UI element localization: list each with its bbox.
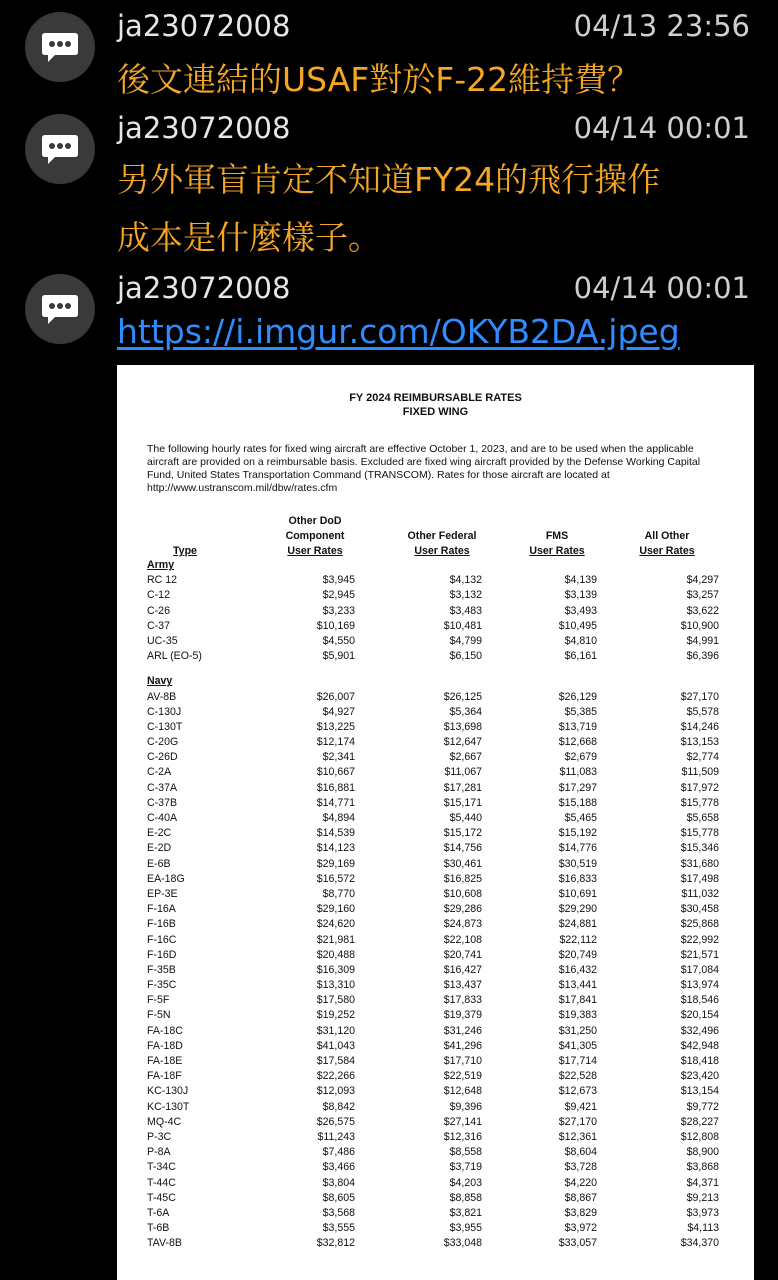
rate-cell: $17,281 (443, 781, 482, 794)
rate-cell: $26,007 (316, 690, 355, 703)
aircraft-type: F-35C (147, 979, 177, 992)
table-row (147, 902, 719, 917)
rate-cell: $13,441 (558, 979, 597, 992)
table-row (147, 690, 719, 705)
rate-cell: $8,858 (449, 1191, 482, 1204)
rate-cell: $20,154 (680, 1009, 719, 1022)
rate-cell: $12,093 (316, 1085, 355, 1098)
table-row (147, 1008, 719, 1023)
rate-cell: $16,432 (558, 963, 597, 976)
rate-cell: $26,575 (316, 1115, 355, 1128)
rate-cell: $10,495 (558, 619, 597, 632)
table-row (147, 1176, 719, 1191)
rate-cell: $25,868 (680, 918, 719, 931)
rate-cell: $11,243 (317, 1130, 355, 1143)
table-row (147, 948, 719, 963)
rate-cell: $2,945 (322, 589, 355, 602)
column-header-all-other: User Rates (639, 545, 695, 557)
rate-cell: $17,084 (680, 963, 719, 976)
rate-cell: $30,519 (558, 857, 597, 870)
avatar[interactable] (25, 114, 95, 184)
rate-cell: $26,129 (558, 690, 597, 703)
rate-cell: $41,296 (443, 1039, 482, 1052)
rate-cell: $18,418 (680, 1055, 719, 1067)
rate-cell: $2,774 (686, 751, 719, 764)
section-heading (147, 674, 719, 689)
rate-cell: $3,868 (686, 1161, 719, 1174)
aircraft-type: F-16C (147, 933, 177, 946)
rate-cell: $16,881 (316, 781, 355, 794)
rate-cell: $42,948 (680, 1039, 719, 1052)
aircraft-type: RC 12 (147, 574, 178, 587)
rate-cell: $10,691 (558, 887, 597, 900)
table-row (147, 781, 719, 796)
rate-cell: $5,578 (686, 705, 719, 718)
rate-cell: $9,396 (449, 1100, 482, 1113)
rate-cell: $3,622 (686, 604, 719, 617)
rate-cell: $16,309 (316, 963, 355, 976)
aircraft-type: FA-18E (147, 1055, 183, 1067)
rate-cell: $5,901 (322, 650, 355, 663)
rate-cell: $2,341 (322, 751, 355, 764)
section-gap (147, 664, 719, 674)
document-subtitle: FIXED WING (402, 406, 469, 418)
rate-cell: $14,776 (558, 842, 597, 855)
rate-cell: $5,658 (686, 812, 719, 824)
aircraft-type: P-8A (147, 1146, 171, 1159)
aircraft-type: EP-3E (147, 887, 178, 900)
timestamp: 04/13 23:56 (573, 9, 750, 43)
rate-cell: $27,170 (680, 690, 719, 703)
rate-cell: $12,174 (316, 736, 355, 749)
rate-cell: $22,528 (558, 1070, 597, 1083)
table-row (147, 750, 719, 765)
table-row (147, 841, 719, 856)
rate-cell: $19,252 (316, 1009, 355, 1022)
rate-cell: $6,396 (686, 650, 719, 663)
aircraft-type: EA-18G (147, 872, 185, 885)
aircraft-type: FA-18F (147, 1070, 182, 1083)
rate-cell: $4,799 (449, 634, 482, 647)
timestamp: 04/14 00:01 (573, 111, 750, 145)
rate-cell: $12,808 (680, 1130, 719, 1143)
aircraft-type: C-26D (147, 751, 178, 764)
rate-cell: $8,558 (449, 1146, 482, 1159)
table-row (147, 1039, 719, 1054)
rate-cell: $3,257 (686, 589, 719, 602)
aircraft-type: AV-8B (147, 690, 177, 703)
rate-cell: $6,161 (564, 650, 597, 663)
rate-cell: $3,466 (322, 1161, 355, 1174)
rate-cell: $3,804 (322, 1176, 355, 1189)
table-row (147, 1084, 719, 1099)
rate-cell: $16,572 (316, 872, 355, 885)
aircraft-type: C-37A (147, 781, 178, 794)
rate-cell: $3,972 (564, 1222, 597, 1235)
rate-cell: $3,555 (322, 1222, 355, 1235)
rate-cell: $16,825 (443, 872, 482, 885)
rate-cell: $19,383 (558, 1009, 597, 1022)
rate-cell: $9,421 (564, 1100, 597, 1113)
rate-cell: $13,719 (558, 720, 597, 733)
table-row (147, 1054, 719, 1069)
rate-cell: $22,108 (443, 933, 482, 946)
rate-cell: $29,169 (316, 857, 355, 870)
rate-cell: $30,461 (443, 857, 482, 870)
rate-cell: $4,132 (449, 574, 482, 587)
rate-cell: $3,493 (564, 604, 597, 617)
rate-cell: $14,246 (680, 720, 719, 733)
aircraft-type: T-44C (147, 1176, 176, 1189)
table-row (147, 1130, 719, 1145)
rate-cell: $4,203 (449, 1176, 482, 1189)
table-row (147, 857, 719, 872)
rate-cell: $17,714 (558, 1055, 597, 1067)
rate-cell: $3,568 (322, 1206, 355, 1219)
comment-text: 另外軍盲肯定不知道FY24的飛行操作 (117, 160, 661, 199)
table-row (147, 872, 719, 887)
table-row (147, 588, 719, 603)
rate-cell: $22,992 (680, 933, 719, 946)
aircraft-type: E-6B (147, 857, 171, 870)
rate-cell: $30,458 (680, 903, 719, 916)
rate-cell: $17,833 (443, 994, 482, 1007)
rate-cell: $23,420 (680, 1070, 719, 1083)
rate-cell: $15,346 (680, 842, 719, 855)
table-row (147, 604, 719, 619)
aircraft-type: TAV-8B (147, 1237, 182, 1250)
rate-cell: $13,698 (443, 720, 482, 733)
rate-cell: $11,509 (681, 766, 719, 779)
rate-cell: $17,498 (680, 872, 719, 885)
rate-cell: $8,605 (322, 1191, 355, 1204)
comment-text: 成本是什麼樣子。 (117, 218, 381, 257)
rate-cell: $4,810 (564, 634, 597, 647)
aircraft-type: ARL (EO-5) (147, 650, 202, 663)
aircraft-type: T-45C (147, 1191, 176, 1204)
rate-cell: $3,139 (564, 589, 597, 602)
rate-cell: $31,120 (316, 1024, 355, 1037)
aircraft-type: KC-130T (147, 1100, 190, 1113)
column-header-fms: User Rates (529, 545, 585, 557)
section-heading (147, 558, 719, 573)
chat-bubble-icon (41, 292, 79, 326)
rate-cell: $13,153 (680, 736, 719, 749)
rate-cell: $22,112 (559, 933, 597, 946)
rate-cell: $24,873 (443, 918, 482, 931)
table-row (147, 1024, 719, 1039)
rate-cell: $9,213 (686, 1191, 719, 1204)
rate-cell: $18,546 (680, 994, 719, 1007)
aircraft-type: KC-130J (147, 1085, 189, 1098)
image-link[interactable]: https://i.imgur.com/OKYB2DA.jpeg (117, 312, 680, 351)
table-row (147, 1160, 719, 1175)
table-row (147, 720, 719, 735)
rate-cell: $4,371 (686, 1176, 719, 1189)
rate-cell: $41,305 (558, 1039, 597, 1052)
column-header-other-federal: User Rates (414, 545, 470, 557)
timestamp: 04/14 00:01 (573, 271, 750, 305)
table-row (147, 619, 719, 634)
rate-cell: $4,113 (687, 1222, 719, 1235)
rate-cell: $10,608 (443, 887, 482, 900)
aircraft-type: C-2A (147, 766, 172, 779)
rate-cell: $8,900 (686, 1146, 719, 1159)
rate-cell: $33,048 (443, 1237, 482, 1250)
rate-cell: $3,973 (686, 1206, 719, 1219)
rate-cell: $20,741 (443, 948, 482, 961)
column-header-type: Type (173, 545, 197, 557)
rate-cell: $20,488 (316, 948, 355, 961)
rate-cell: $16,833 (558, 872, 597, 885)
rate-cell: $8,842 (322, 1100, 355, 1113)
table-row (147, 765, 719, 780)
table-row (147, 735, 719, 750)
table-row (147, 811, 719, 826)
table-row (147, 1206, 719, 1221)
rate-cell: $5,364 (449, 705, 482, 718)
rate-cell: $3,829 (564, 1206, 597, 1219)
rate-cell: $17,841 (558, 994, 597, 1007)
rate-cell: $3,132 (449, 589, 482, 602)
column-header-other-dod: User Rates (287, 545, 343, 557)
rate-cell: $8,604 (564, 1146, 597, 1159)
rate-cell: $22,519 (443, 1070, 482, 1083)
rate-cell: $31,680 (680, 857, 719, 870)
rate-cell: $33,057 (558, 1237, 597, 1250)
comment-text: 後文連結的USAF對於F-22維持費？ (117, 60, 641, 99)
aircraft-type: C-37 (147, 619, 170, 632)
aircraft-type: F-5F (147, 994, 170, 1007)
rate-cell: $13,437 (443, 979, 482, 992)
rate-cell: $5,465 (564, 812, 597, 824)
rate-cell: $6,150 (449, 650, 482, 663)
rate-cell: $4,220 (564, 1176, 597, 1189)
aircraft-type: C-26 (147, 604, 170, 617)
rate-cell: $13,225 (316, 720, 355, 733)
table-row (147, 634, 719, 649)
column-header-top: FMS (545, 530, 569, 542)
rate-cell: $12,673 (558, 1085, 597, 1098)
rate-cell: $4,927 (322, 705, 355, 718)
rate-cell: $17,972 (680, 781, 719, 794)
table-row (147, 1145, 719, 1160)
rate-cell: $31,246 (443, 1024, 482, 1037)
rate-cell: $27,170 (558, 1115, 597, 1128)
rate-cell: $32,812 (316, 1237, 355, 1250)
rate-cell: $15,188 (558, 796, 597, 809)
username[interactable]: ja23072008 (117, 271, 291, 305)
table-row (147, 933, 719, 948)
aircraft-type: F-16D (147, 948, 177, 961)
aircraft-type: C-20G (147, 736, 179, 749)
table-row (147, 1191, 719, 1206)
rate-cell: $41,043 (316, 1039, 355, 1052)
table-row (147, 705, 719, 720)
aircraft-type: FA-18C (147, 1024, 183, 1037)
column-header-top: Other DoD (288, 515, 342, 527)
rate-cell: $31,250 (558, 1024, 597, 1037)
aircraft-type: C-130T (147, 720, 183, 733)
aircraft-type: F-16B (147, 918, 176, 931)
aircraft-type: F-35B (147, 963, 176, 976)
rate-cell: $3,483 (449, 604, 482, 617)
avatar[interactable] (25, 12, 95, 82)
chat-bubble-icon (41, 30, 79, 64)
table-row (147, 1069, 719, 1084)
aircraft-type: FA-18D (147, 1039, 183, 1052)
rate-cell: $13,310 (316, 979, 355, 992)
rate-cell: $17,584 (316, 1055, 355, 1067)
aircraft-type: C-40A (147, 812, 178, 824)
table-row (147, 1115, 719, 1130)
rate-cell: $8,770 (322, 887, 355, 900)
avatar[interactable] (25, 274, 95, 344)
table-row (147, 1221, 719, 1236)
rate-cell: $5,385 (564, 705, 597, 718)
table-row (147, 573, 719, 588)
rate-cell: $4,297 (686, 574, 719, 587)
rate-cell: $34,370 (680, 1237, 719, 1250)
rate-cell: $4,991 (686, 634, 719, 647)
rate-cell: $17,580 (316, 994, 355, 1007)
rate-cell: $12,361 (558, 1130, 597, 1143)
rate-cell: $22,266 (316, 1070, 355, 1083)
rate-cell: $19,379 (443, 1009, 482, 1022)
rate-cell: $13,974 (680, 979, 719, 992)
table-row (147, 649, 719, 664)
rate-cell: $15,172 (443, 827, 482, 840)
column-header-top: Component (285, 530, 345, 542)
rate-cell: $4,894 (322, 812, 355, 824)
rates-table (147, 514, 719, 1251)
table-header (147, 514, 719, 558)
table-row (147, 963, 719, 978)
aircraft-type: T-34C (147, 1161, 176, 1174)
rate-cell: $11,067 (444, 766, 482, 779)
rate-cell: $3,719 (449, 1161, 482, 1174)
aircraft-type: T-6B (147, 1222, 170, 1235)
table-row (147, 1100, 719, 1115)
rate-cell: $4,139 (564, 574, 597, 587)
rate-cell: $3,821 (449, 1206, 482, 1219)
rate-cell: $14,771 (316, 796, 355, 809)
rate-cell: $10,481 (443, 619, 482, 632)
aircraft-type: T-6A (147, 1206, 170, 1219)
aircraft-type: E-2D (147, 842, 172, 855)
rate-cell: $29,286 (443, 903, 482, 916)
aircraft-type: P-3C (147, 1130, 172, 1143)
rate-cell: $29,160 (316, 903, 355, 916)
rate-cell: $27,141 (443, 1115, 482, 1128)
rate-cell: $26,125 (443, 690, 482, 703)
aircraft-type: UC-35 (147, 634, 178, 647)
column-header-top: All Other (644, 530, 690, 542)
table-body (147, 558, 719, 1251)
rate-cell: $17,710 (443, 1055, 482, 1067)
rate-cell: $28,227 (680, 1115, 719, 1128)
rate-cell: $24,620 (316, 918, 355, 931)
aircraft-type: F-5N (147, 1009, 171, 1022)
table-row (147, 978, 719, 993)
rate-cell: $29,290 (558, 903, 597, 916)
table-row (147, 1236, 719, 1251)
rate-cell: $2,679 (564, 751, 597, 764)
table-row (147, 796, 719, 811)
rate-cell: $7,486 (322, 1146, 355, 1159)
rate-cell: $15,171 (443, 796, 482, 809)
rate-cell: $3,945 (322, 574, 355, 587)
rate-cell: $8,867 (564, 1191, 597, 1204)
rate-cell: $3,728 (564, 1161, 597, 1174)
section-label: Army (147, 559, 175, 571)
rate-cell: $3,233 (322, 604, 355, 617)
rate-cell: $9,772 (686, 1100, 719, 1113)
rate-cell: $20,749 (558, 948, 597, 961)
rate-cell: $24,881 (558, 918, 597, 931)
rate-cell: $5,440 (449, 812, 482, 824)
aircraft-type: F-16A (147, 903, 176, 916)
linked-image-preview[interactable] (117, 365, 754, 1280)
aircraft-type: C-12 (147, 589, 170, 602)
document-title: FY 2024 REIMBURSABLE RATES (349, 392, 522, 404)
chat-bubble-icon (41, 132, 79, 166)
rate-cell: $14,756 (443, 842, 482, 855)
rate-cell: $13,154 (680, 1085, 719, 1098)
table-row (147, 917, 719, 932)
rate-cell: $11,032 (681, 887, 719, 900)
rate-cell: $12,647 (443, 736, 482, 749)
rate-cell: $15,778 (680, 796, 719, 809)
rate-cell: $4,550 (322, 634, 355, 647)
table-row (147, 887, 719, 902)
rate-cell: $32,496 (680, 1024, 719, 1037)
rate-cell: $15,778 (680, 827, 719, 840)
table-row (147, 993, 719, 1008)
rate-cell: $16,427 (443, 963, 482, 976)
rate-cell: $12,648 (443, 1085, 482, 1098)
aircraft-type: MQ-4C (147, 1115, 182, 1128)
rate-cell: $17,297 (558, 781, 597, 794)
rate-cell: $10,667 (316, 766, 355, 779)
table-row (147, 826, 719, 841)
rate-cell: $10,900 (680, 619, 719, 632)
aircraft-type: E-2C (147, 827, 172, 840)
column-header-top: Other Federal (407, 530, 477, 542)
document-paragraph: The following hourly rates for fixed wing aircraft are effective October 1, 2023, and are to be used when the applicable aircraft are provided on a reimbursable basis. Excluded are fixed wing aircraft provided by the Defense Working Capital Fund, United States Transportation Command (TRANSCOM). Rates for those aircraft are located at http://www.ustranscom.mil/dbw/rates.cfm (147, 443, 701, 494)
username[interactable]: ja23072008 (117, 111, 291, 145)
rate-cell: $21,571 (680, 948, 719, 961)
rate-cell: $12,316 (443, 1130, 482, 1143)
rate-cell: $3,955 (449, 1222, 482, 1235)
aircraft-type: C-130J (147, 705, 182, 718)
rate-cell: $21,981 (316, 933, 355, 946)
aircraft-type: C-37B (147, 796, 178, 809)
section-label: Navy (147, 675, 173, 688)
rate-cell: $15,192 (558, 827, 597, 840)
rate-cell: $2,667 (449, 751, 482, 764)
username[interactable]: ja23072008 (117, 9, 291, 43)
rate-cell: $12,668 (558, 736, 597, 749)
rate-cell: $14,539 (316, 827, 355, 840)
rate-cell: $14,123 (316, 842, 355, 855)
rate-cell: $11,083 (559, 766, 597, 779)
rate-cell: $10,169 (316, 619, 355, 632)
